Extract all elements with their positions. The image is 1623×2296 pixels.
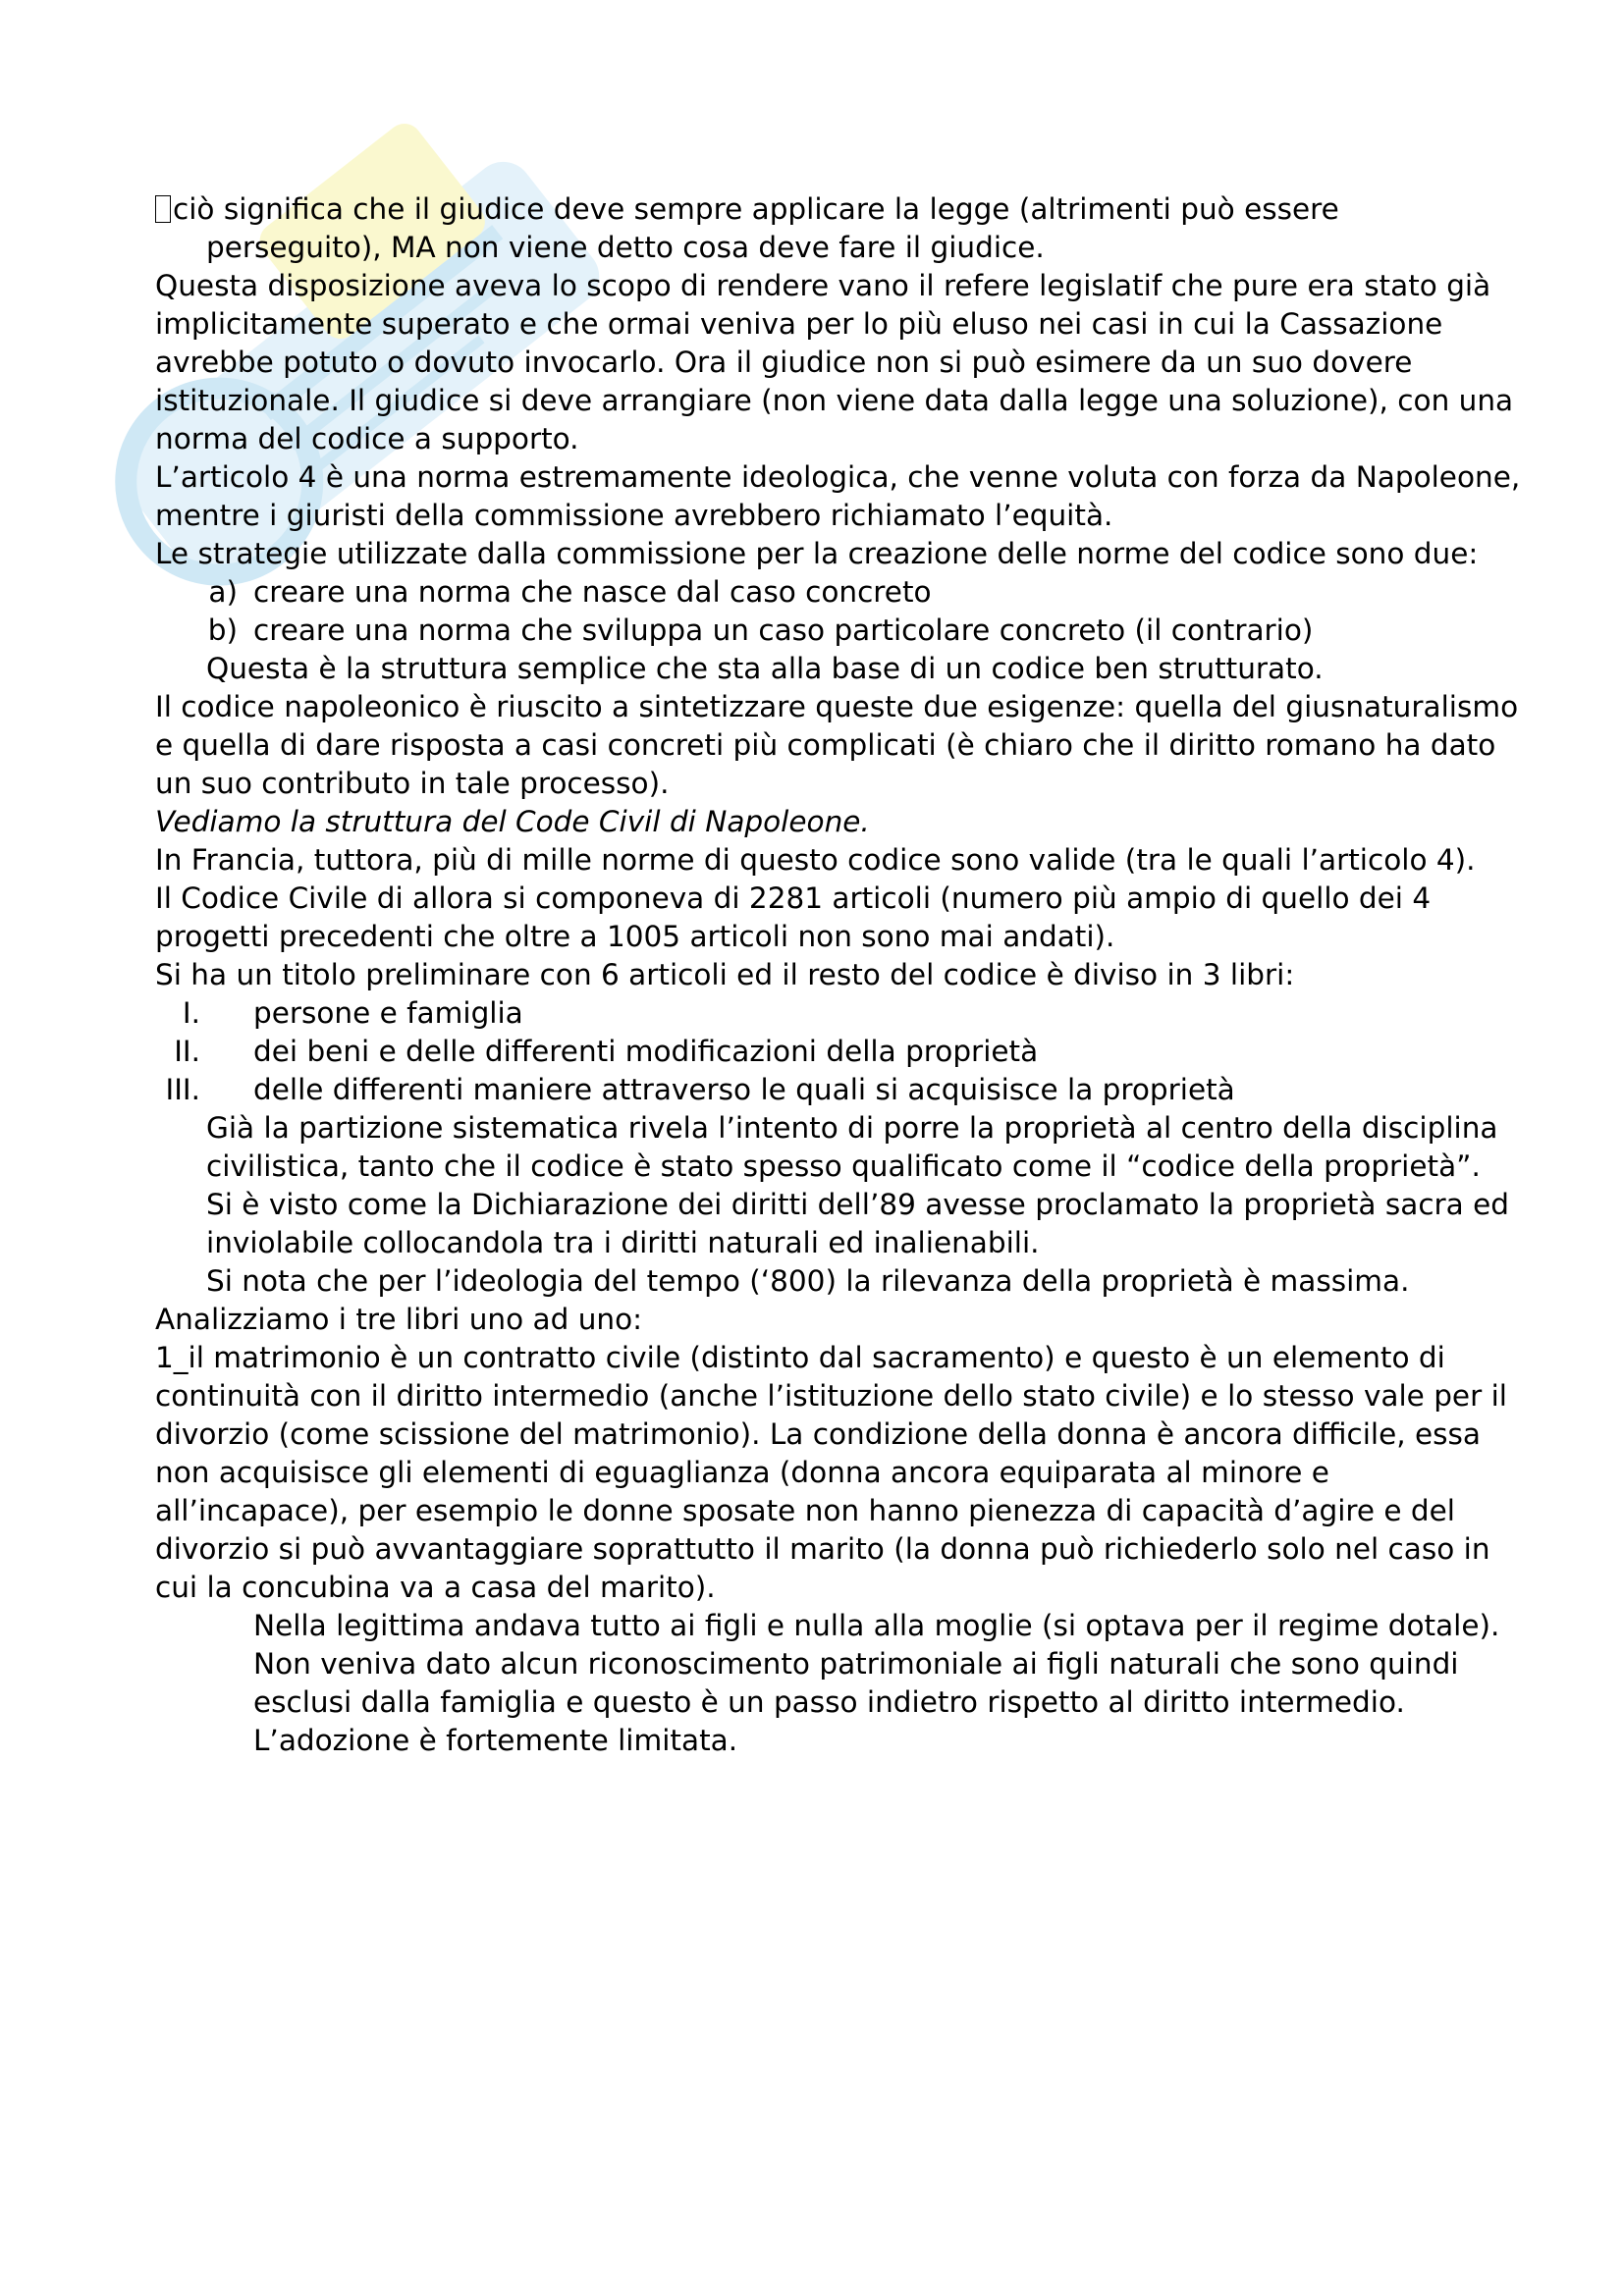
paragraph: Il Codice Civile di allora si componeva di 2281 articoli (numero più ampio di quello dei 4 progetti precedenti che oltre a 1005 articoli non sono mai andati). xyxy=(155,881,1432,953)
list-marker: III. xyxy=(165,1073,200,1106)
list-item xyxy=(155,994,1530,1033)
paragraph: Già la partizione sistematica rivela l’intento di porre la proprietà al centro della disciplina civilistica, tanto che il codice è stato spesso qualificato come il “codice della proprietà”. xyxy=(206,1111,1498,1183)
list-text: dei beni e delle differenti modificazioni della proprietà xyxy=(253,1035,1039,1068)
paragraph: L’articolo 4 è una norma estremamente ideologica, che venne voluta con forza da Napoleone, mentre i giuristi della commissione avrebbero richiamato l’equità. xyxy=(155,460,1521,532)
list-item xyxy=(155,612,1530,650)
list-marker: I. xyxy=(182,996,200,1030)
list-marker: II. xyxy=(174,1035,200,1068)
list-text: persone e famiglia xyxy=(253,996,523,1030)
paragraph: Il codice napoleonico è riuscito a sintetizzare queste due esigenze: quella del giusnaturalismo e quella di dare risposta a casi concreti più complicati (è chiaro che il diritto romano ha dato un suo contributo in tale processo). xyxy=(155,690,1519,800)
paragraph: Questa disposizione aveva lo scopo di rendere vano il refere legislatif che pure era stato già implicitamente superato e che ormai veniva per lo più eluso nei casi in cui la Cassazione avrebbe potuto o dovuto invocarlo. Ora il giudice non si può esimere da un suo dovere istituzionale. Il giudice si deve arrangiare (non viene data dalla legge una soluzione), con una norma del codice a supporto. xyxy=(155,269,1514,455)
paragraph: L’adozione è fortemente limitata. xyxy=(253,1724,738,1757)
paragraph: Si nota che per l’ideologia del tempo (‘800) la rilevanza della proprietà è massima. xyxy=(206,1264,1410,1298)
list-item xyxy=(155,573,1530,612)
list-item xyxy=(155,1033,1530,1071)
paragraph: 1_il matrimonio è un contratto civile (distinto dal sacramento) e questo è un elemento di continuità con il diritto intermedio (anche l’istituzione dello stato civile) e lo stesso vale per il divorzio (come scissione del matrimonio). La condizione della donna è ancora difficile, essa non acquisisce gli elementi di eguaglianza (donna ancora equiparata al minore e all’incapace), per esempio le donne sposate non hanno pienezza di capacità d’agire e del divorzio si può avvantaggiare soprattutto il marito (la donna può richiederlo solo nel caso in cui la concubina va a casa del marito). xyxy=(155,1341,1507,1604)
paragraph: Le strategie utilizzate dalla commissione per la creazione delle norme del codice sono due: xyxy=(155,537,1479,570)
paragraph: Questa è la struttura semplice che sta alla base di un codice ben strutturato. xyxy=(206,652,1324,685)
paragraph: ciò significa che il giudice deve sempre applicare la legge (altrimenti può essere xyxy=(155,190,1530,229)
paragraph: In Francia, tuttora, più di mille norme di questo codice sono valide (tra le quali l’articolo 4). xyxy=(155,843,1476,877)
list-text: creare una norma che sviluppa un caso particolare concreto (il contrario) xyxy=(253,614,1314,647)
section-heading: Vediamo la struttura del Code Civil di Napoleone. xyxy=(155,805,870,838)
bullet-glyph-icon xyxy=(155,195,171,223)
list-marker: b) xyxy=(207,614,238,647)
paragraph: Si è visto come la Dichiarazione dei diritti dell’89 avesse proclamato la proprietà sacra ed inviolabile collocandola tra i diritti naturali ed inalienabili. xyxy=(206,1188,1509,1259)
paragraph: Nella legittima andava tutto ai figli e nulla alla moglie (si optava per il regime dotale). xyxy=(253,1609,1500,1642)
list-marker: a) xyxy=(208,575,238,609)
list-text: delle differenti maniere attraverso le quali si acquisisce la proprietà xyxy=(253,1073,1235,1106)
list-text: creare una norma che nasce dal caso concreto xyxy=(253,575,932,609)
paragraph: Si ha un titolo preliminare con 6 articoli ed il resto del codice è diviso in 3 libri: xyxy=(155,958,1295,991)
paragraph: perseguito), MA non viene detto cosa deve fare il giudice. xyxy=(206,231,1045,264)
paragraph: Non veniva dato alcun riconoscimento patrimoniale ai figli naturali che sono quindi esclusi dalla famiglia e questo è un passo indietro rispetto al diritto intermedio. xyxy=(253,1647,1459,1719)
document-page xyxy=(155,190,1530,1760)
paragraph: Analizziamo i tre libri uno ad uno: xyxy=(155,1303,643,1336)
list-item xyxy=(155,1071,1530,1109)
